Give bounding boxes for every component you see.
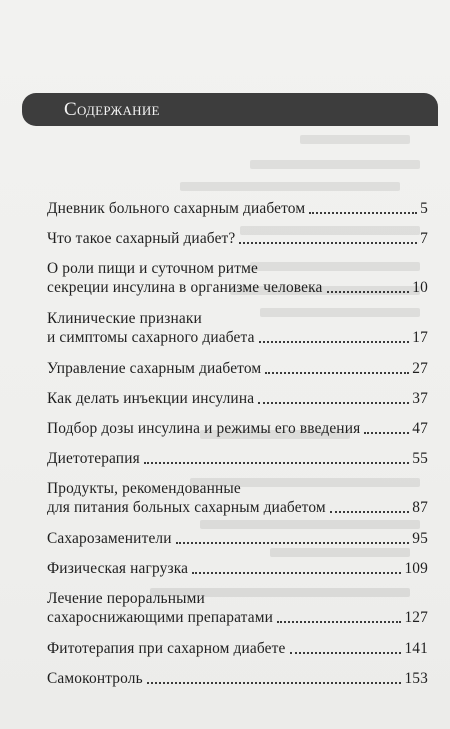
toc-entry-title: Лечение пероральными сахароснижающими препаратами <box>47 590 274 626</box>
toc-entry-page-number: 109 <box>404 560 428 577</box>
toc-entry-title: Диетотерапия <box>47 450 140 467</box>
dot-leader <box>258 402 409 404</box>
toc-entry-page-number: 5 <box>420 200 428 217</box>
toc-entry-page-number: 55 <box>412 450 428 467</box>
dot-leader <box>277 621 401 623</box>
toc-entry-page-number: 37 <box>412 390 428 407</box>
dot-leader <box>309 212 417 214</box>
toc-entry[interactable] <box>47 229 428 248</box>
dot-leader <box>327 291 410 293</box>
dot-leader <box>147 682 402 684</box>
toc-entry-title: Самоконтроль <box>47 670 143 687</box>
toc-entry[interactable] <box>47 589 428 627</box>
toc-entry-page-number: 7 <box>420 230 428 247</box>
toc-entry-title: Физическая нагрузка <box>47 560 189 577</box>
dot-leader <box>176 542 410 544</box>
toc-entry[interactable] <box>47 479 428 517</box>
toc-entry-page-number: 10 <box>412 279 428 296</box>
toc-entry-title: Подбор дозы инсулина и режимы его введения <box>47 420 361 437</box>
toc-entry[interactable] <box>47 259 428 297</box>
toc-entry-page-number: 153 <box>404 670 428 687</box>
dot-leader <box>144 462 409 464</box>
toc-entry[interactable] <box>47 389 428 408</box>
toc-entry[interactable] <box>47 529 428 548</box>
toc-entry-title: Как делать инъекции инсулина <box>47 390 255 407</box>
toc-entry-page-number: 127 <box>404 609 428 626</box>
toc-entry-page-number: 47 <box>412 420 428 437</box>
dot-leader <box>330 511 409 513</box>
toc-entry[interactable] <box>47 309 428 347</box>
dot-leader <box>239 242 417 244</box>
table-of-contents <box>47 199 428 699</box>
toc-entry-page-number: 27 <box>412 360 428 377</box>
toc-entry-title: Дневник больного сахарным диабетом <box>47 200 306 217</box>
toc-entry-title: Продукты, рекомендованные для питания больных сахарным диабетом <box>47 480 326 516</box>
toc-entry-title: Фитотерапия при сахарном диабете <box>47 640 286 657</box>
dot-leader <box>192 572 401 574</box>
toc-entry-page-number: 87 <box>412 499 428 516</box>
toc-entry-title: Сахарозаменители <box>47 530 172 547</box>
toc-entry-title: Управление сахарным диабетом <box>47 360 262 377</box>
dot-leader <box>364 432 409 434</box>
page-title: Содержание <box>64 99 160 120</box>
toc-entry[interactable] <box>47 359 428 378</box>
toc-entry-page-number: 17 <box>412 329 428 346</box>
toc-entry[interactable] <box>47 419 428 438</box>
toc-entry-title: Клинические признаки и симптомы сахарного диабета <box>47 310 255 346</box>
toc-entry[interactable] <box>47 199 428 218</box>
toc-entry-page-number: 95 <box>412 530 428 547</box>
contents-header-bar <box>22 93 438 126</box>
toc-entry-title: Что такое сахарный диабет? <box>47 230 236 247</box>
toc-entry[interactable] <box>47 449 428 468</box>
dot-leader <box>265 372 409 374</box>
dot-leader <box>259 341 410 343</box>
toc-entry-title: О роли пищи и суточном ритме секреции инсулина в организме человека <box>47 260 323 296</box>
toc-entry[interactable] <box>47 639 428 658</box>
toc-entry[interactable] <box>47 559 428 578</box>
dot-leader <box>290 652 402 654</box>
toc-entry-page-number: 141 <box>404 640 428 657</box>
toc-entry[interactable] <box>47 669 428 688</box>
